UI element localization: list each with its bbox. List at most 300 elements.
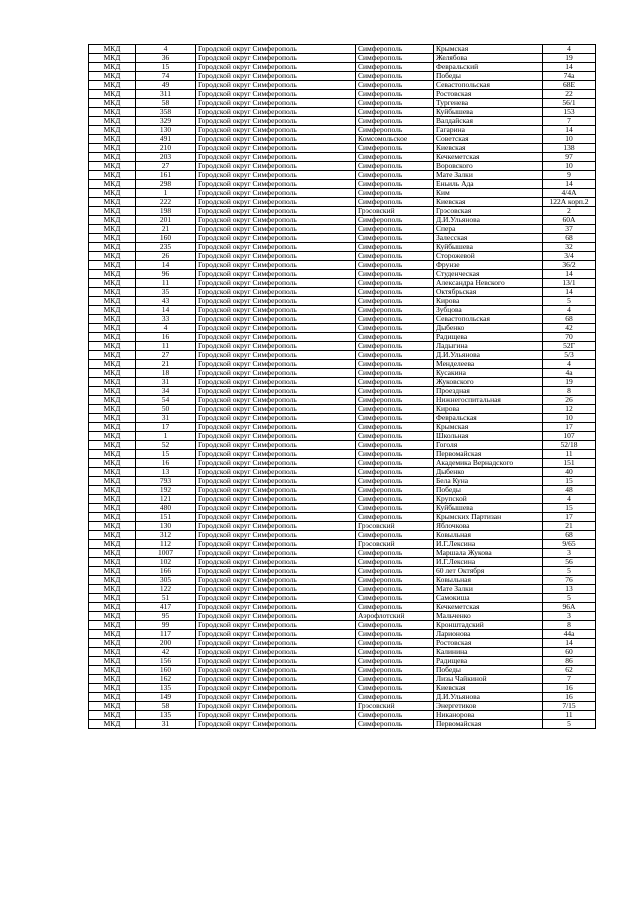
house-number-cell: 151 [543, 459, 596, 468]
street-cell: Гагарина [434, 126, 543, 135]
table-body [89, 45, 596, 729]
table-row [89, 441, 596, 450]
locality-cell: Симферополь [356, 558, 434, 567]
district-cell: Городской округ Симферополь [196, 441, 356, 450]
house-number-cell: 97 [543, 153, 596, 162]
street-cell: Александра Невского [434, 279, 543, 288]
district-cell: Городской округ Симферополь [196, 567, 356, 576]
locality-cell: Симферополь [356, 144, 434, 153]
house-number-cell: 10 [543, 414, 596, 423]
locality-cell: Симферополь [356, 279, 434, 288]
table-row [89, 432, 596, 441]
district-cell: Городской округ Симферополь [196, 657, 356, 666]
object-type-cell: МКД [89, 594, 136, 603]
house-number-cell: 36/2 [543, 261, 596, 270]
district-cell: Городской округ Симферополь [196, 432, 356, 441]
object-type-cell: МКД [89, 657, 136, 666]
locality-cell: Симферополь [356, 504, 434, 513]
locality-cell: Симферополь [356, 234, 434, 243]
locality-cell: Симферополь [356, 180, 434, 189]
locality-cell: Симферополь [356, 360, 434, 369]
district-cell: Городской округ Симферополь [196, 270, 356, 279]
table-row [89, 288, 596, 297]
district-cell: Городской округ Симферополь [196, 585, 356, 594]
district-cell: Городской округ Симферополь [196, 405, 356, 414]
house-number-cell: 2 [543, 207, 596, 216]
table-row [89, 576, 596, 585]
object-type-cell: МКД [89, 225, 136, 234]
street-cell: Севастопольская [434, 81, 543, 90]
object-number-cell: 27 [136, 162, 196, 171]
street-cell: Яблочкова [434, 522, 543, 531]
table-row [89, 639, 596, 648]
house-number-cell: 74а [543, 72, 596, 81]
district-cell: Городской округ Симферополь [196, 180, 356, 189]
street-cell: Желябова [434, 54, 543, 63]
street-cell: Тургенева [434, 99, 543, 108]
street-cell: Менделеева [434, 360, 543, 369]
street-cell: Киевская [434, 144, 543, 153]
object-type-cell: МКД [89, 450, 136, 459]
table-row [89, 297, 596, 306]
locality-cell: Симферополь [356, 369, 434, 378]
street-cell: Еньиль Ада [434, 180, 543, 189]
table-row [89, 207, 596, 216]
object-type-cell: МКД [89, 54, 136, 63]
street-cell: Севастопольская [434, 315, 543, 324]
object-number-cell: 58 [136, 99, 196, 108]
locality-cell: Симферополь [356, 324, 434, 333]
table-row [89, 711, 596, 720]
table-row [89, 234, 596, 243]
object-type-cell: МКД [89, 180, 136, 189]
district-cell: Городской округ Симферополь [196, 252, 356, 261]
object-number-cell: 36 [136, 54, 196, 63]
locality-cell: Грэсовский [356, 540, 434, 549]
street-cell: Победы [434, 486, 543, 495]
object-number-cell: 222 [136, 198, 196, 207]
locality-cell: Симферополь [356, 684, 434, 693]
house-number-cell: 37 [543, 225, 596, 234]
street-cell: Куйбышева [434, 504, 543, 513]
house-number-cell: 13/1 [543, 279, 596, 288]
object-type-cell: МКД [89, 477, 136, 486]
object-type-cell: МКД [89, 216, 136, 225]
district-cell: Городской округ Симферополь [196, 108, 356, 117]
district-cell: Городской округ Симферополь [196, 702, 356, 711]
locality-cell: Симферополь [356, 333, 434, 342]
object-type-cell: МКД [89, 720, 136, 729]
street-cell: Киевская [434, 684, 543, 693]
object-number-cell: 54 [136, 396, 196, 405]
object-type-cell: МКД [89, 360, 136, 369]
street-cell: Крымская [434, 45, 543, 54]
district-cell: Городской округ Симферополь [196, 522, 356, 531]
table-row [89, 657, 596, 666]
object-number-cell: 166 [136, 567, 196, 576]
object-type-cell: МКД [89, 126, 136, 135]
locality-cell: Грэсовский [356, 702, 434, 711]
object-number-cell: 491 [136, 135, 196, 144]
object-type-cell: МКД [89, 603, 136, 612]
table-row [89, 702, 596, 711]
district-cell: Городской округ Симферополь [196, 423, 356, 432]
locality-cell: Симферополь [356, 225, 434, 234]
district-cell: Городской округ Симферополь [196, 207, 356, 216]
house-number-cell: 4 [543, 360, 596, 369]
house-number-cell: 5 [543, 720, 596, 729]
object-number-cell: 312 [136, 531, 196, 540]
table-row [89, 342, 596, 351]
locality-cell: Симферополь [356, 711, 434, 720]
district-cell: Городской округ Симферополь [196, 225, 356, 234]
street-cell: Самокиша [434, 594, 543, 603]
district-cell: Городской округ Симферополь [196, 396, 356, 405]
object-type-cell: МКД [89, 234, 136, 243]
object-number-cell: 26 [136, 252, 196, 261]
object-number-cell: 31 [136, 414, 196, 423]
object-type-cell: МКД [89, 414, 136, 423]
house-number-cell: 10 [543, 135, 596, 144]
street-cell: Маршала Жукова [434, 549, 543, 558]
district-cell: Городской округ Симферополь [196, 666, 356, 675]
street-cell: Кечкеметская [434, 603, 543, 612]
locality-cell: Симферополь [356, 252, 434, 261]
table-row [89, 693, 596, 702]
table-row [89, 513, 596, 522]
district-cell: Городской округ Симферополь [196, 495, 356, 504]
street-cell: Первомайская [434, 720, 543, 729]
district-cell: Городской округ Симферополь [196, 144, 356, 153]
district-cell: Городской округ Симферополь [196, 531, 356, 540]
street-cell: Воровского [434, 162, 543, 171]
district-cell: Городской округ Симферополь [196, 45, 356, 54]
street-cell: 60 лет Октября [434, 567, 543, 576]
object-number-cell: 21 [136, 360, 196, 369]
object-type-cell: МКД [89, 522, 136, 531]
district-cell: Городской округ Симферополь [196, 198, 356, 207]
table-row [89, 243, 596, 252]
house-number-cell: 86 [543, 657, 596, 666]
locality-cell: Симферополь [356, 639, 434, 648]
district-cell: Городской округ Симферополь [196, 540, 356, 549]
object-type-cell: МКД [89, 144, 136, 153]
street-cell: Ростовская [434, 639, 543, 648]
house-number-cell: 52Г [543, 342, 596, 351]
street-cell: Кусакина [434, 369, 543, 378]
house-number-cell: 44а [543, 630, 596, 639]
object-type-cell: МКД [89, 432, 136, 441]
table-row [89, 108, 596, 117]
house-number-cell: 14 [543, 270, 596, 279]
locality-cell: Симферополь [356, 288, 434, 297]
house-number-cell: 70 [543, 333, 596, 342]
locality-cell: Симферополь [356, 216, 434, 225]
street-cell: Гоголя [434, 441, 543, 450]
house-number-cell: 7 [543, 675, 596, 684]
street-cell: Академика Вернадского [434, 459, 543, 468]
house-number-cell: 4 [543, 495, 596, 504]
district-cell: Городской округ Симферополь [196, 675, 356, 684]
table-row [89, 495, 596, 504]
district-cell: Городской округ Симферополь [196, 333, 356, 342]
locality-cell: Комсомольское [356, 135, 434, 144]
object-number-cell: 793 [136, 477, 196, 486]
table-row [89, 540, 596, 549]
object-number-cell: 52 [136, 441, 196, 450]
street-cell: Жуковского [434, 378, 543, 387]
table-row [89, 306, 596, 315]
locality-cell: Симферополь [356, 594, 434, 603]
house-number-cell: 107 [543, 432, 596, 441]
locality-cell: Симферополь [356, 666, 434, 675]
table-row [89, 387, 596, 396]
table-row [89, 360, 596, 369]
locality-cell: Симферополь [356, 486, 434, 495]
locality-cell: Симферополь [356, 477, 434, 486]
table-row [89, 621, 596, 630]
locality-cell: Симферополь [356, 576, 434, 585]
locality-cell: Симферополь [356, 396, 434, 405]
object-number-cell: 151 [136, 513, 196, 522]
locality-cell: Симферополь [356, 378, 434, 387]
house-number-cell: 14 [543, 288, 596, 297]
house-number-cell: 60 [543, 648, 596, 657]
object-number-cell: 358 [136, 108, 196, 117]
locality-cell: Грэсовский [356, 522, 434, 531]
locality-cell: Симферополь [356, 495, 434, 504]
street-cell: Мате Залки [434, 171, 543, 180]
table-row [89, 198, 596, 207]
table-row [89, 333, 596, 342]
street-cell: Крымских Партизан [434, 513, 543, 522]
object-number-cell: 305 [136, 576, 196, 585]
table-row [89, 414, 596, 423]
object-type-cell: МКД [89, 261, 136, 270]
district-cell: Городской округ Симферополь [196, 297, 356, 306]
object-number-cell: 49 [136, 81, 196, 90]
table-row [89, 180, 596, 189]
object-type-cell: МКД [89, 549, 136, 558]
locality-cell: Симферополь [356, 387, 434, 396]
locality-cell: Симферополь [356, 657, 434, 666]
house-number-cell: 21 [543, 522, 596, 531]
district-cell: Городской округ Симферополь [196, 414, 356, 423]
district-cell: Городской округ Симферополь [196, 693, 356, 702]
object-type-cell: МКД [89, 540, 136, 549]
house-number-cell: 3 [543, 612, 596, 621]
object-type-cell: МКД [89, 702, 136, 711]
street-cell: Д.И.Ульянова [434, 216, 543, 225]
house-number-cell: 7/15 [543, 702, 596, 711]
locality-cell: Симферополь [356, 693, 434, 702]
table-row [89, 468, 596, 477]
street-cell: Грэсовская [434, 207, 543, 216]
locality-cell: Симферополь [356, 243, 434, 252]
house-number-cell: 7 [543, 117, 596, 126]
table-row [89, 648, 596, 657]
district-cell: Городской округ Симферополь [196, 639, 356, 648]
table-row [89, 477, 596, 486]
object-type-cell: МКД [89, 162, 136, 171]
object-type-cell: МКД [89, 675, 136, 684]
object-type-cell: МКД [89, 306, 136, 315]
district-cell: Городской округ Симферополь [196, 234, 356, 243]
table-row [89, 675, 596, 684]
locality-cell: Симферополь [356, 450, 434, 459]
object-type-cell: МКД [89, 378, 136, 387]
object-number-cell: 162 [136, 675, 196, 684]
district-cell: Городской округ Симферополь [196, 342, 356, 351]
table-row [89, 126, 596, 135]
house-number-cell: 68 [543, 531, 596, 540]
street-cell: Нижнегоспитальная [434, 396, 543, 405]
object-number-cell: 16 [136, 459, 196, 468]
object-number-cell: 50 [136, 405, 196, 414]
table-row [89, 135, 596, 144]
house-number-cell: 14 [543, 63, 596, 72]
district-cell: Городской округ Симферополь [196, 486, 356, 495]
object-type-cell: МКД [89, 648, 136, 657]
object-number-cell: 198 [136, 207, 196, 216]
object-number-cell: 4 [136, 324, 196, 333]
house-number-cell: 48 [543, 486, 596, 495]
object-number-cell: 4 [136, 45, 196, 54]
object-number-cell: 156 [136, 657, 196, 666]
table-row [89, 324, 596, 333]
object-number-cell: 14 [136, 261, 196, 270]
district-cell: Городской округ Симферополь [196, 720, 356, 729]
object-type-cell: МКД [89, 486, 136, 495]
object-number-cell: 15 [136, 450, 196, 459]
district-cell: Городской округ Симферополь [196, 162, 356, 171]
object-type-cell: МКД [89, 81, 136, 90]
house-number-cell: 9/65 [543, 540, 596, 549]
object-type-cell: МКД [89, 207, 136, 216]
house-number-cell: 5/3 [543, 351, 596, 360]
house-number-cell: 17 [543, 423, 596, 432]
object-type-cell: МКД [89, 504, 136, 513]
street-cell: Октябрьская [434, 288, 543, 297]
table-row [89, 162, 596, 171]
locality-cell: Симферополь [356, 567, 434, 576]
object-type-cell: МКД [89, 387, 136, 396]
district-cell: Городской округ Симферополь [196, 171, 356, 180]
locality-cell: Симферополь [356, 459, 434, 468]
object-type-cell: МКД [89, 531, 136, 540]
object-number-cell: 27 [136, 351, 196, 360]
object-number-cell: 13 [136, 468, 196, 477]
object-number-cell: 16 [136, 333, 196, 342]
object-type-cell: МКД [89, 333, 136, 342]
district-cell: Городской округ Симферополь [196, 603, 356, 612]
object-type-cell: МКД [89, 153, 136, 162]
house-number-cell: 4а [543, 369, 596, 378]
locality-cell: Симферополь [356, 45, 434, 54]
street-cell: Крымская [434, 423, 543, 432]
table-row [89, 144, 596, 153]
district-cell: Городской округ Симферополь [196, 468, 356, 477]
object-number-cell: 192 [136, 486, 196, 495]
object-number-cell: 160 [136, 666, 196, 675]
house-number-cell: 16 [543, 693, 596, 702]
house-number-cell: 68 [543, 234, 596, 243]
object-type-cell: МКД [89, 468, 136, 477]
district-cell: Городской округ Симферополь [196, 459, 356, 468]
district-cell: Городской округ Симферополь [196, 612, 356, 621]
table-row [89, 351, 596, 360]
object-number-cell: 311 [136, 90, 196, 99]
object-number-cell: 42 [136, 648, 196, 657]
table-row [89, 189, 596, 198]
street-cell: Советская [434, 135, 543, 144]
object-number-cell: 15 [136, 63, 196, 72]
object-number-cell: 122 [136, 585, 196, 594]
object-type-cell: МКД [89, 198, 136, 207]
object-number-cell: 329 [136, 117, 196, 126]
district-cell: Городской округ Симферополь [196, 351, 356, 360]
locality-cell: Симферополь [356, 720, 434, 729]
street-cell: Дыбенко [434, 468, 543, 477]
object-number-cell: 135 [136, 684, 196, 693]
object-type-cell: МКД [89, 171, 136, 180]
object-type-cell: МКД [89, 639, 136, 648]
house-number-cell: 8 [543, 621, 596, 630]
object-number-cell: 31 [136, 378, 196, 387]
object-type-cell: МКД [89, 459, 136, 468]
table-row [89, 666, 596, 675]
street-cell: Студенческая [434, 270, 543, 279]
table-row [89, 585, 596, 594]
street-cell: Калинина [434, 648, 543, 657]
district-cell: Городской округ Симферополь [196, 99, 356, 108]
object-type-cell: МКД [89, 342, 136, 351]
object-type-cell: МКД [89, 666, 136, 675]
house-number-cell: 3 [543, 549, 596, 558]
street-cell: Бела Куна [434, 477, 543, 486]
object-number-cell: 31 [136, 720, 196, 729]
district-cell: Городской округ Симферополь [196, 243, 356, 252]
house-number-cell: 4 [543, 45, 596, 54]
house-number-cell: 11 [543, 711, 596, 720]
locality-cell: Симферополь [356, 351, 434, 360]
house-number-cell: 4/4А [543, 189, 596, 198]
house-number-cell: 19 [543, 378, 596, 387]
object-type-cell: МКД [89, 576, 136, 585]
object-type-cell: МКД [89, 99, 136, 108]
house-number-cell: 5 [543, 594, 596, 603]
house-number-cell: 138 [543, 144, 596, 153]
district-cell: Городской округ Симферополь [196, 90, 356, 99]
street-cell: Фрунзе [434, 261, 543, 270]
locality-cell: Симферополь [356, 171, 434, 180]
street-cell: Дыбенко [434, 324, 543, 333]
district-cell: Городской округ Симферополь [196, 477, 356, 486]
object-number-cell: 51 [136, 594, 196, 603]
street-cell: Кечкеметская [434, 153, 543, 162]
house-number-cell: 14 [543, 126, 596, 135]
street-cell: Залесская [434, 234, 543, 243]
object-number-cell: 102 [136, 558, 196, 567]
house-number-cell: 16 [543, 684, 596, 693]
table-row [89, 567, 596, 576]
object-type-cell: МКД [89, 423, 136, 432]
district-cell: Городской округ Симферополь [196, 576, 356, 585]
district-cell: Городской округ Симферополь [196, 387, 356, 396]
locality-cell: Симферополь [356, 162, 434, 171]
house-number-cell: 5 [543, 567, 596, 576]
house-number-cell: 5 [543, 297, 596, 306]
